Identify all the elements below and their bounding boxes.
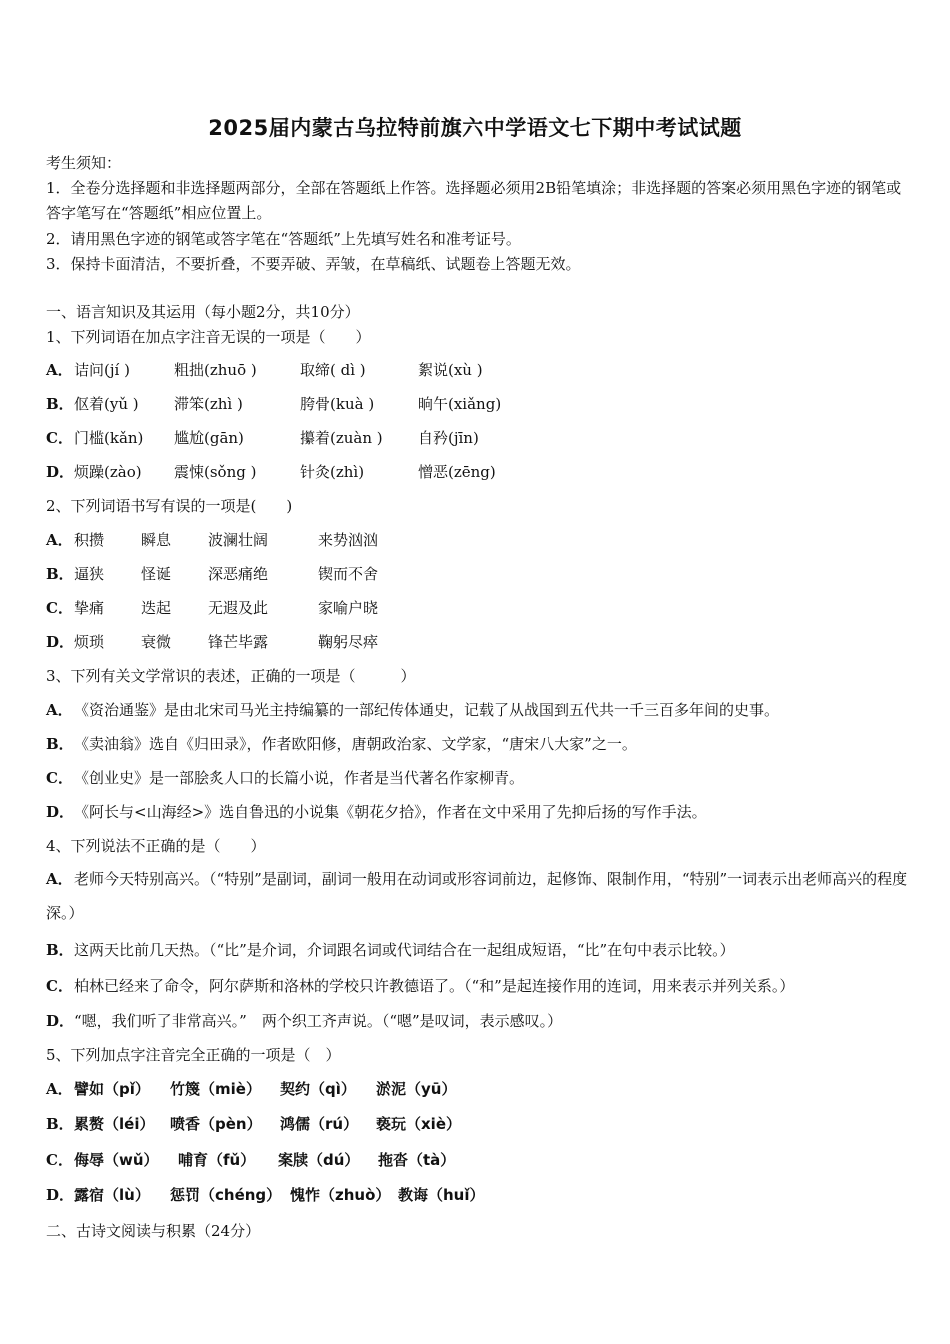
q3-option-b[interactable] xyxy=(46,734,637,754)
word: 哺育（fǔ） xyxy=(178,1151,256,1169)
q5-option-c[interactable] xyxy=(46,1150,455,1170)
word: 深恶痛绝 xyxy=(208,565,269,583)
word: 锋芒毕露 xyxy=(208,633,269,651)
word: 积攒 xyxy=(74,531,105,549)
notice-item-3: 3．保持卡面清洁，不要折叠，不要弄破、弄皱，在草稿纸、试题卷上答题无效。 xyxy=(46,255,581,273)
q4-option-d[interactable] xyxy=(46,1011,562,1031)
option-label: B． xyxy=(46,735,74,753)
option-text: 《创业史》是一部脍炙人口的长篇小说，作者是当代著名作家柳青。 xyxy=(74,769,525,787)
word: 波澜壮阔 xyxy=(208,531,269,549)
word: 露宿（lù） xyxy=(74,1186,150,1204)
word: 尴尬(gān) xyxy=(174,429,244,447)
word: 滞笨(zhì ) xyxy=(174,395,243,413)
q4-option-b[interactable] xyxy=(46,940,735,960)
word: 案牍（dú） xyxy=(278,1151,360,1169)
q5-stem: 5、下列加点字注音完全正确的一项是（ ） xyxy=(46,1046,341,1064)
page-title: 2025届内蒙古乌拉特前旗六中学语文七下期中考试试题 xyxy=(208,116,742,140)
option-label: B． xyxy=(46,1115,74,1133)
word: 烦躁(zào) xyxy=(74,463,142,481)
q5-option-a[interactable] xyxy=(46,1079,456,1099)
word: 惩罚（chéng） xyxy=(170,1186,282,1204)
word: 瞬息 xyxy=(141,531,172,549)
word: 粗拙(zhuō ) xyxy=(174,361,257,379)
word: 喷香（pèn） xyxy=(170,1115,262,1133)
option-text: 柏林已经来了命令，阿尔萨斯和洛林的学校只许教德语了。（“和”是起连接作用的连词，用来表示并列关系。） xyxy=(74,977,795,995)
option-label: D． xyxy=(46,1012,75,1030)
option-text: 《卖油翁》选自《归田录》，作者欧阳修，唐朝政治家、文学家，“唐宋八大家”之一。 xyxy=(74,735,637,753)
word: 伛着(yǔ ) xyxy=(74,395,139,413)
word: 家喻户晓 xyxy=(318,599,379,617)
option-label: C． xyxy=(46,599,73,617)
option-label: D． xyxy=(46,463,75,481)
word: 烦琐 xyxy=(74,633,105,651)
option-label: C． xyxy=(46,429,73,447)
word: 攥着(zuàn ) xyxy=(300,429,383,447)
word: 无遐及此 xyxy=(208,599,269,617)
word: 絮说(xù ) xyxy=(418,361,483,379)
word: 淤泥（yū） xyxy=(376,1080,457,1098)
option-text: 这两天比前几天热。（“比”是介词，介词跟名词或代词结合在一起组成短语，“比”在句中表示比较。） xyxy=(74,941,735,959)
q1-option-c[interactable] xyxy=(46,428,479,448)
word: 衰微 xyxy=(141,633,172,651)
option-label: A． xyxy=(46,1080,73,1098)
q2-option-c[interactable] xyxy=(46,598,378,618)
q3-option-c[interactable] xyxy=(46,768,524,788)
option-label: D． xyxy=(46,633,75,651)
q2-option-b[interactable] xyxy=(46,564,378,584)
word: 诘问(jí ) xyxy=(74,361,130,379)
word: 亵玩（xiè） xyxy=(376,1115,461,1133)
q2-option-d[interactable] xyxy=(46,632,378,652)
word: 憎恶(zēng) xyxy=(418,463,496,481)
q5-option-d[interactable] xyxy=(46,1185,485,1205)
q2-stem: 2、下列词语书写有误的一项是( ) xyxy=(46,497,293,515)
word: 逼狭 xyxy=(74,565,105,583)
option-text: “嗯，我们听了非常高兴。” 两个织工齐声说。（“嗯”是叹词，表示感叹。） xyxy=(74,1012,563,1030)
word: 竹篾（miè） xyxy=(170,1080,261,1098)
word: 拖沓（tà） xyxy=(378,1151,456,1169)
word: 譬如（pǐ） xyxy=(74,1080,150,1098)
q4-option-c[interactable] xyxy=(46,976,794,996)
word: 锲而不舍 xyxy=(318,565,379,583)
q4-option-a[interactable] xyxy=(46,862,910,930)
word: 自矜(jīn) xyxy=(418,429,479,447)
option-label: B． xyxy=(46,941,74,959)
option-label: C． xyxy=(46,977,73,995)
word: 愧怍（zhuò） xyxy=(290,1186,391,1204)
option-label: C． xyxy=(46,769,73,787)
q2-option-a[interactable] xyxy=(46,530,378,550)
word: 震悚(sǒng ) xyxy=(174,463,257,481)
option-label: B． xyxy=(46,565,74,583)
option-label: A． xyxy=(46,701,73,719)
option-text: 《阿长与<山海经>》选自鲁迅的小说集《朝花夕拾》，作者在文中采用了先抑后扬的写作手法。 xyxy=(74,803,707,821)
option-label: A． xyxy=(46,531,73,549)
notice-item-1: 1．全卷分选择题和非选择题两部分，全部在答题纸上作答。选择题必须用2B铅笔填涂；非选择题的答案必须用黑色字迹的钢笔或答字笔写在“答题纸”相应位置上。 xyxy=(46,179,902,222)
option-label: A． xyxy=(46,361,73,379)
option-label: A． xyxy=(46,870,73,888)
word: 门槛(kǎn) xyxy=(74,429,144,447)
notice-item-2: 2．请用黑色字迹的钢笔或答字笔在“答题纸”上先填写姓名和准考证号。 xyxy=(46,230,521,248)
word: 契约（qì） xyxy=(280,1080,356,1098)
word: 晌午(xiǎng) xyxy=(418,395,502,413)
q4-stem: 4、下列说法不正确的是（ ） xyxy=(46,837,266,855)
q3-option-d[interactable] xyxy=(46,802,707,822)
q3-option-a[interactable] xyxy=(46,700,779,720)
word: 迭起 xyxy=(141,599,172,617)
option-text: 老师今天特别高兴。（“特别”是副词，副词一般用在动词或形容词前边，起修饰、限制作用，“特别”一词表示出老师高兴的程度深。） xyxy=(46,870,908,922)
word: 来势汹汹 xyxy=(318,531,379,549)
word: 累赘（léi） xyxy=(74,1115,155,1133)
q1-option-d[interactable] xyxy=(46,462,496,482)
word: 针灸(zhì) xyxy=(300,463,365,481)
q5-option-b[interactable] xyxy=(46,1114,461,1134)
word: 鸿儒（rú） xyxy=(280,1115,359,1133)
option-label: C． xyxy=(46,1151,73,1169)
section-2-heading: 二、古诗文阅读与积累（24分） xyxy=(46,1222,261,1240)
option-text: 《资治通鉴》是由北宋司马光主持编纂的一部纪传体通史，记载了从战国到五代共一千三百多年间的史事。 xyxy=(74,701,780,719)
word: 取缔( dì ) xyxy=(300,361,366,379)
q1-stem: 1、下列词语在加点字注音无误的一项是（ ） xyxy=(46,328,371,346)
q1-option-b[interactable] xyxy=(46,394,501,414)
word: 怪诞 xyxy=(141,565,172,583)
word: 鞠躬尽瘁 xyxy=(318,633,379,651)
option-label: B． xyxy=(46,395,74,413)
word: 胯骨(kuà ) xyxy=(300,395,375,413)
q1-option-a[interactable] xyxy=(46,360,483,380)
word: 侮辱（wǔ） xyxy=(74,1151,159,1169)
option-label: D． xyxy=(46,1186,75,1204)
option-label: D． xyxy=(46,803,75,821)
word: 教诲（huǐ） xyxy=(398,1186,485,1204)
notice-heading: 考生须知： xyxy=(46,154,122,172)
q3-stem: 3、下列有关文学常识的表述，正确的一项是（ ） xyxy=(46,667,416,685)
section-1-heading: 一、语言知识及其运用（每小题2分，共10分） xyxy=(46,303,360,321)
word: 挚痛 xyxy=(74,599,105,617)
